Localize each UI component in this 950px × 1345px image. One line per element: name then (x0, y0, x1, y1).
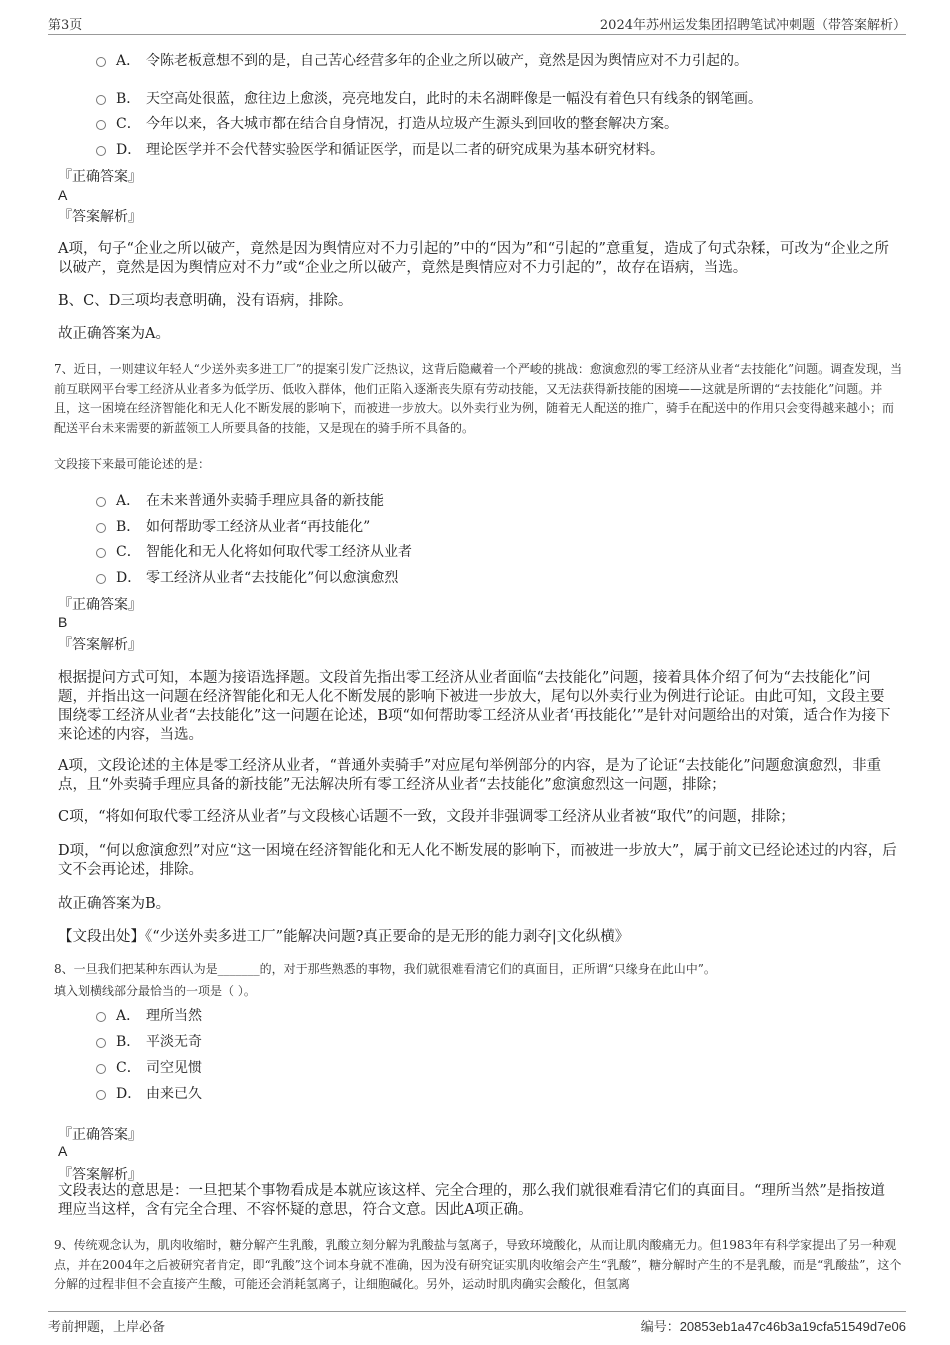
q9-stem: 9、传统观念认为，肌肉收缩时，糖分解产生乳酸，乳酸立刻分解为乳酸盐与氢离子，导致环境酸化，从而让肌肉酸痛无力。但1983年有科学家提出了另一种观点，并在2004年之后被研究者肯定，即“乳酸”这个词本身就不准确，因为没有研究证实肌肉收缩会产生“乳酸”，糖分解时产生的不是乳酸，而是“乳酸盐”，这个分解的过程非但不会直接产生酸，可能还会消耗氢离子，让细胞碱化。另外，运动时肌肉确实会酸化，但氢离 (54, 1238, 902, 1291)
radio-icon[interactable] (96, 120, 106, 130)
document-title: 2024年苏州运发集团招聘笔试冲刺题（带答案解析） (599, 18, 906, 33)
radio-icon[interactable] (96, 523, 106, 533)
q6-answer-label: 『正确答案』 (58, 169, 142, 185)
page-header (48, 14, 906, 35)
q7-analysis-p5: 故正确答案为B。 (58, 896, 171, 912)
radio-icon[interactable] (96, 146, 106, 156)
radio-icon[interactable] (96, 497, 106, 507)
q6-analysis-p2: B、C、D三项均表意明确，没有语病，排除。 (58, 293, 353, 309)
footer-slogan: 考前押题，上岸必备 (48, 1320, 166, 1335)
q8-answer-label: 『正确答案』 (58, 1127, 142, 1143)
radio-icon[interactable] (96, 548, 106, 558)
radio-icon[interactable] (96, 57, 106, 67)
radio-icon[interactable] (96, 1064, 106, 1074)
q6-answer: A (58, 187, 68, 203)
q6-option-a[interactable]: A． 令陈老板意想不到的是，自己苦心经营多年的企业之所以破产，竟然是因为舆情应对不力引起的。 (96, 50, 748, 70)
q7-analysis-p3: C项，“将如何取代零工经济从业者”与文段核心话题不一致，文段并非强调零工经济从业者被“取代”的问题，排除； (58, 809, 795, 825)
radio-icon[interactable] (96, 1038, 106, 1048)
q6-option-d[interactable]: D． 理论医学并不会代替实验医学和循证医学，而是以二者的研究成果为基本研究材料。 (96, 139, 664, 159)
radio-icon[interactable] (96, 574, 106, 584)
q8-analysis: 文段表达的意思是：一旦把某个事物看成是本就应该这样、完全合理的，那么我们就很难看清它们的真面目。“理所当然”是指按道理应当这样，含有完全合理、不容怀疑的意思，符合文意。因此A项正确。 (58, 1183, 885, 1218)
q8-option-a[interactable]: A． 理所当然 (96, 1005, 202, 1025)
document-id: 编号：20853eb1a47c46b3a19cfa51549d7e06 (640, 1319, 906, 1334)
radio-icon[interactable] (96, 1012, 106, 1022)
q7-option-c[interactable]: C． 智能化和无人化将如何取代零工经济从业者 (96, 541, 412, 561)
q6-analysis-p3: 故正确答案为A。 (58, 326, 170, 342)
q7-prompt: 文段接下来最可能论述的是： (54, 457, 211, 471)
q8-prompt: 填入划横线部分最恰当的一项是（ ）。 (54, 984, 256, 998)
q7-option-b[interactable]: B． 如何帮助零工经济从业者“再技能化” (96, 516, 370, 536)
q7-stem: 7、近日，一则建议年轻人“少送外卖多进工厂”的提案引发广泛热议，这背后隐藏着一个严峻的挑战：愈演愈烈的零工经济从业者“去技能化”问题。调查发现，当前互联网平台零工经济从业者多为低学历、低收入群体，他们正陷入逐渐丧失原有劳动技能，又无法获得新技能的困境——这就是所谓的“去技能化”问题。并且，这一困境在经济智能化和无人化不断发展的影响下，而被进一步放大。以外卖行业为例，随着无人配送的推广，骑手在配送中的作用只会变得越来越小；而配送平台未来需要的新蓝领工人所要具备的技能，又是现在的骑手所不具备的。 (54, 362, 903, 435)
q7-analysis-p1: 根据提问方式可知，本题为接语选择题。文段首先指出零工经济从业者面临“去技能化”问题，接着具体介绍了何为“去技能化”问题，并指出这一问题在经济智能化和无人化不断发展的影响下被进一步放大，尾句以外卖行业为例进行论证。由此可知，文段主要围绕零工经济从业者“去技能化”这一问题在论述，B项“如何帮助零工经济从业者‘再技能化’”是针对问题给出的对策，适合作为接下来论述的内容，当选。 (58, 670, 891, 743)
q7-option-d[interactable]: D． 零工经济从业者“去技能化”何以愈演愈烈 (96, 567, 398, 587)
q6-option-c[interactable]: C． 今年以来，各大城市都在结合自身情况，打造从垃圾产生源头到回收的整套解决方案。 (96, 113, 678, 133)
radio-icon[interactable] (96, 1090, 106, 1100)
q8-option-b[interactable]: B． 平淡无奇 (96, 1031, 202, 1051)
page-footer (48, 1311, 906, 1335)
q7-analysis-label: 『答案解析』 (58, 637, 142, 653)
q7-answer: B (58, 614, 68, 630)
page-number: 第3页 (48, 18, 83, 33)
q7-option-a[interactable]: A． 在未来普通外卖骑手理应具备的新技能 (96, 490, 384, 510)
q6-option-b[interactable]: B． 天空高处很蓝，愈往边上愈淡，亮亮地发白，此时的未名湖畔像是一幅没有着色只有线条的钢笔画。 (96, 88, 762, 108)
q7-analysis-p2: A项，文段论述的主体是零工经济从业者，“普通外卖骑手”对应尾句举例部分的内容，是为了论证“去技能化”问题愈演愈烈，非重点，且“外卖骑手理应具备的新技能”无法解决所有零工经济从业者“去技能化”愈演愈烈这一问题，排除； (58, 758, 882, 793)
q7-analysis-p4: D项，“何以愈演愈烈”对应“这一困境在经济智能化和无人化不断发展的影响下，而被进一步放大”，属于前文已经论述过的内容，后文不会再论述，排除。 (58, 843, 897, 878)
q8-option-c[interactable]: C． 司空见惯 (96, 1057, 202, 1077)
q7-source: 【文段出处】《“少送外卖多进工厂”能解决问题?真正要命的是无形的能力剥夺|文化纵横》 (58, 929, 630, 945)
q6-analysis-label: 『答案解析』 (58, 209, 142, 225)
q8-analysis-label: 『答案解析』 (58, 1167, 142, 1183)
q6-analysis-p1: A项，句子“企业之所以破产，竟然是因为舆情应对不力引起的”中的“因为”和“引起的”意重复，造成了句式杂糅，可改为“企业之所以破产，竟然是因为舆情应对不力”或“企业之所以破产，竟然是舆情应对不力引起的”，故存在语病，当选。 (58, 241, 889, 276)
q8-answer: A (58, 1143, 68, 1159)
q8-stem: 8、一旦我们把某种东西认为是_______的，对于那些熟悉的事物，我们就很难看清它们的真面目，正所谓“只缘身在此山中”。 (54, 962, 716, 976)
q7-answer-label: 『正确答案』 (58, 597, 142, 613)
q8-option-d[interactable]: D． 由来已久 (96, 1083, 202, 1103)
radio-icon[interactable] (96, 95, 106, 105)
